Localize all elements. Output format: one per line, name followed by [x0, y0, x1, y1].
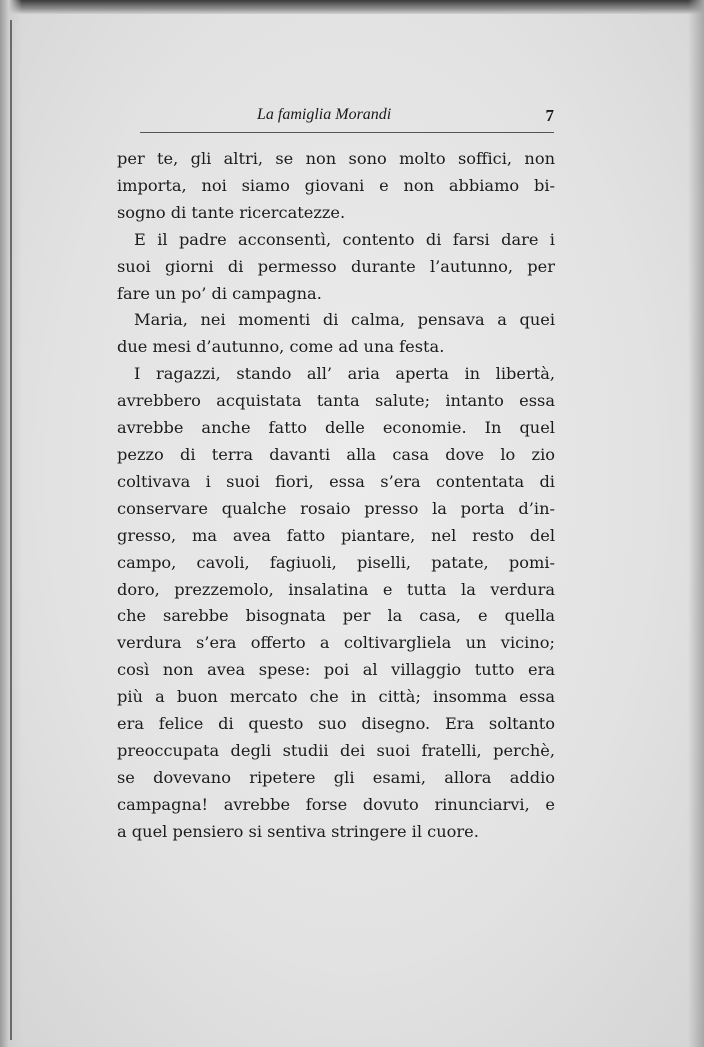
text-line: avrebbe anche fatto delle economie. In quel	[117, 418, 555, 438]
page-fold-line	[10, 20, 12, 1040]
text-line: avrebbero acquistata tanta salute; intanto essa	[117, 391, 555, 411]
text-line: gresso, ma avea fatto piantare, nel resto del	[117, 525, 555, 545]
text-line: se dovevano ripetere gli esami, allora addio	[117, 767, 555, 787]
text-line: fare un po’ di campagna.	[117, 283, 322, 303]
text-line: suoi giorni di permesso durante l’autunno, per	[117, 256, 555, 276]
text-line: pezzo di terra davanti alla casa dove lo zio	[117, 444, 555, 464]
page-header	[117, 106, 557, 128]
page-number: 7	[545, 106, 554, 125]
page-top-shadow	[0, 0, 704, 14]
text-line: importa, noi siamo giovani e non abbiamo bi-	[117, 175, 555, 195]
text-line: doro, prezzemolo, insalatina e tutta la verdura	[117, 579, 555, 599]
paragraph-start-line: E il padre acconsentì, contento di farsi dare i	[134, 229, 555, 249]
text-line: due mesi d’autunno, come ad una festa.	[117, 337, 445, 357]
paragraph-start-line: I ragazzi, stando all’ aria aperta in libertà,	[134, 364, 555, 384]
text-line: più a buon mercato che in città; insomma essa	[117, 687, 555, 707]
text-line: coltivava i suoi fiori, essa s’era contentata di	[117, 471, 555, 491]
text-line: campagna! avrebbe forse dovuto rinunciarvi, e	[117, 794, 555, 814]
body-text	[117, 146, 555, 846]
page-right-shadow	[688, 0, 704, 1047]
text-line: a quel pensiero si sentiva stringere il cuore.	[117, 821, 479, 841]
text-line: così non avea spese: poi al villaggio tutto era	[117, 660, 555, 680]
text-line: era felice di questo suo disegno. Era soltanto	[117, 714, 555, 734]
running-title: La famiglia Morandi	[257, 106, 392, 123]
text-line: verdura s’era offerto a coltivargliela un vicino;	[117, 633, 555, 653]
text-line: per te, gli altri, se non sono molto soffici, non	[117, 149, 555, 168]
text-line: conservare qualche rosaio presso la porta d’in-	[117, 498, 555, 518]
text-line: sogno di tante ricercatezze.	[117, 202, 346, 222]
paragraph-start-line: Maria, nei momenti di calma, pensava a quei	[134, 310, 555, 330]
text-line: campo, cavoli, fagiuoli, piselli, patate, pomi-	[117, 552, 555, 572]
header-rule	[140, 132, 554, 133]
text-line: che sarebbe bisognata per la casa, e quella	[117, 606, 555, 626]
text-line: preoccupata degli studii dei suoi fratelli, perchè,	[117, 740, 555, 760]
